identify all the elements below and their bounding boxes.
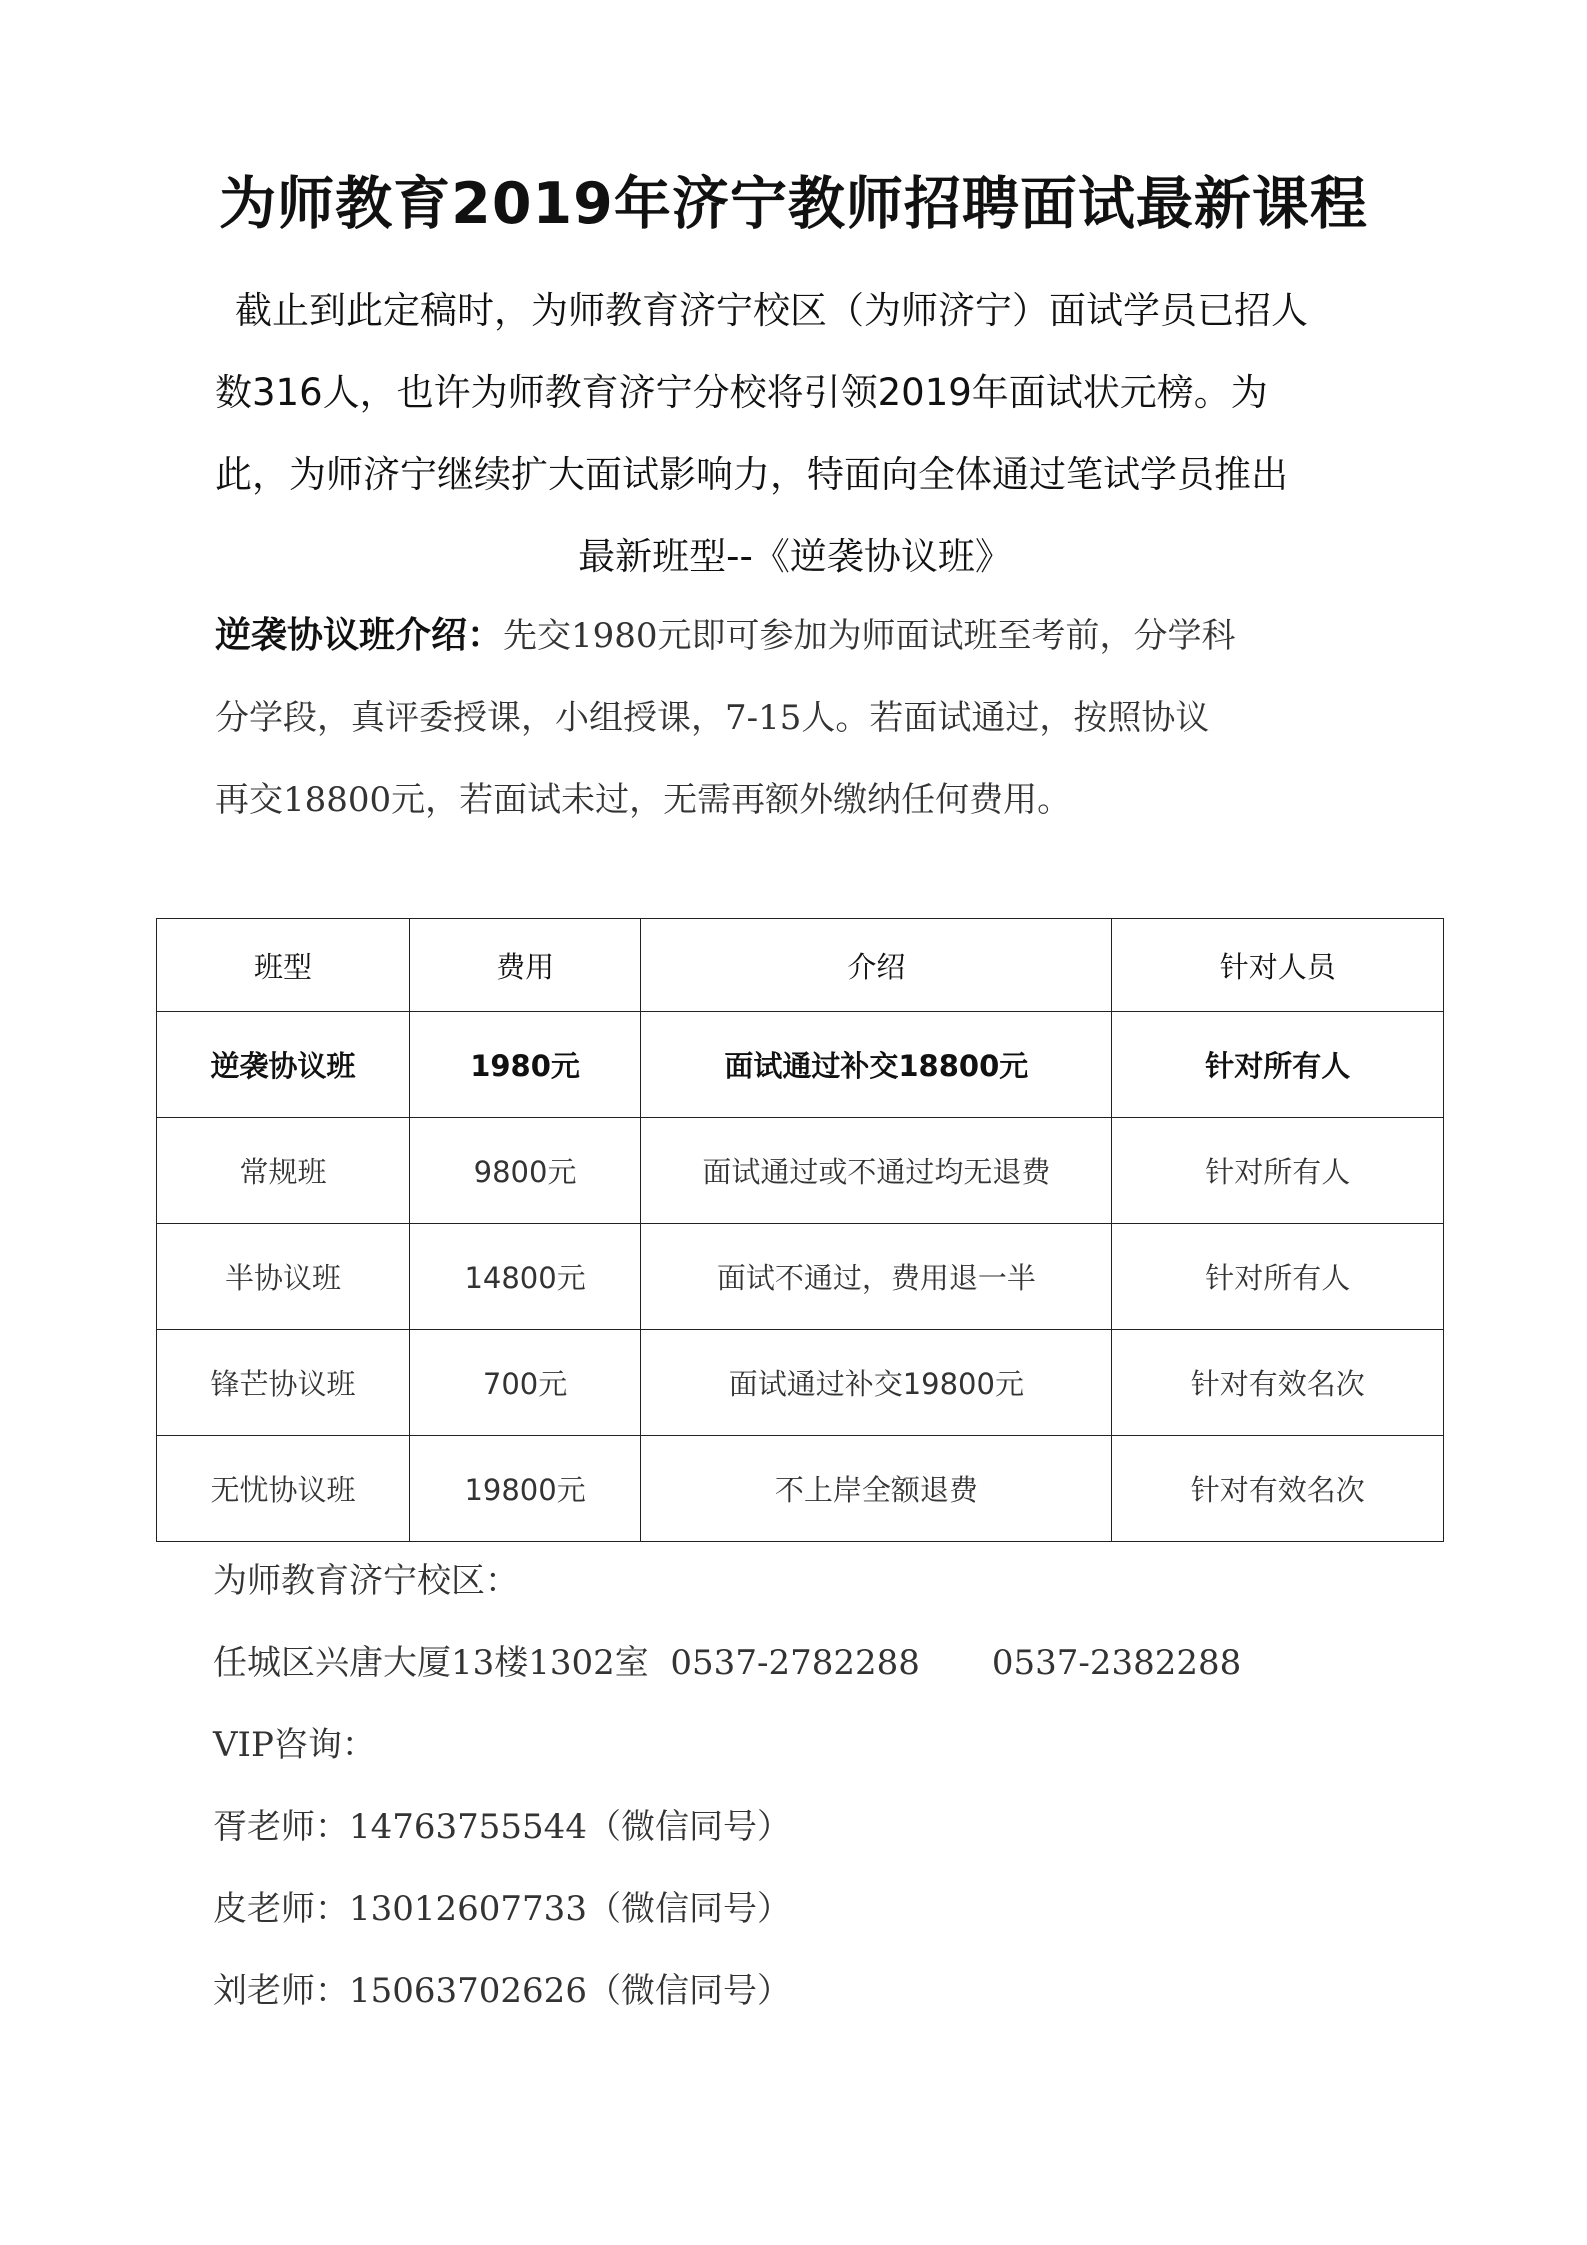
teacher-note: （微信同号） (586, 1971, 791, 2011)
intro-line: 此，为师济宁继续扩大面试影响力，特面向全体通过笔试学员推出 (215, 453, 1288, 496)
cell-fee: 700元 (409, 1330, 640, 1436)
teacher-phone: 13012607733 (349, 1889, 587, 1929)
header-type: 班型 (157, 919, 410, 1012)
phone-number: 0537-2382288 (991, 1643, 1242, 1683)
table-row (157, 1012, 1444, 1118)
teacher-contact (213, 1786, 1413, 1868)
cell-fee: 9800元 (409, 1118, 640, 1224)
plans-table (156, 918, 1444, 1542)
table-header-row (157, 919, 1444, 1012)
cell-fee: 14800元 (409, 1224, 640, 1330)
teacher-name: 刘老师： (213, 1971, 349, 2011)
intro-paragraph (215, 270, 1375, 598)
cell-type: 半协议班 (157, 1224, 410, 1330)
header-intro: 介绍 (641, 919, 1112, 1012)
contact-section (213, 1540, 1413, 2032)
intro-line: 最新班型--《逆袭协议班》 (578, 535, 1012, 578)
teacher-contact (213, 1868, 1413, 1950)
table-row (157, 1118, 1444, 1224)
course-intro-paragraph (215, 595, 1375, 841)
teacher-note: （微信同号） (586, 1807, 791, 1847)
table-row (157, 1224, 1444, 1330)
teacher-phone: 14763755544 (349, 1807, 587, 1847)
address-text: 任城区兴唐大厦13楼1302室 (213, 1643, 649, 1683)
cell-target: 针对所有人 (1112, 1118, 1444, 1224)
intro-line: 截止到此定稿时，为师教育济宁校区（为师济宁）面试学员已招人 (235, 289, 1308, 332)
cell-type: 逆袭协议班 (157, 1012, 410, 1118)
table-row (157, 1436, 1444, 1542)
teacher-name: 胥老师： (213, 1807, 349, 1847)
cell-target: 针对有效名次 (1112, 1330, 1444, 1436)
cell-fee: 1980元 (409, 1012, 640, 1118)
header-fee: 费用 (409, 919, 640, 1012)
course-intro-text: 先交1980元即可参加为师面试班至考前，分学科 (503, 616, 1236, 656)
teacher-note: （微信同号） (586, 1889, 791, 1929)
cell-fee: 19800元 (409, 1436, 640, 1542)
cell-target: 针对有效名次 (1112, 1436, 1444, 1542)
phone-number: 0537-2782288 (670, 1643, 920, 1683)
cell-type: 常规班 (157, 1118, 410, 1224)
cell-intro: 面试通过或不通过均无退费 (641, 1118, 1112, 1224)
campus-label: 为师教育济宁校区： (213, 1561, 519, 1601)
teacher-name: 皮老师： (213, 1889, 349, 1929)
vip-label: VIP咨询： (213, 1725, 376, 1765)
course-intro-line: 再交18800元，若面试未过，无需再额外缴纳任何费用。 (215, 780, 1072, 820)
cell-intro: 面试不通过，费用退一半 (641, 1224, 1112, 1330)
cell-target: 针对所有人 (1112, 1012, 1444, 1118)
cell-intro: 面试通过补交19800元 (641, 1330, 1112, 1436)
course-intro-line (215, 595, 1375, 677)
teacher-phone: 15063702626 (349, 1971, 587, 2011)
teacher-contact (213, 1950, 1413, 2032)
cell-target: 针对所有人 (1112, 1224, 1444, 1330)
course-intro-lead: 逆袭协议班介绍： (215, 615, 504, 656)
cell-type: 无忧协议班 (157, 1436, 410, 1542)
address-line (213, 1622, 1413, 1704)
cell-intro: 面试通过补交18800元 (641, 1012, 1112, 1118)
table-row (157, 1330, 1444, 1436)
intro-line: 数316人，也许为师教育济宁分校将引领2019年面试状元榜。为 (215, 371, 1268, 414)
page-title: 为师教育2019年济宁教师招聘面试最新课程 (219, 171, 1368, 237)
header-target: 针对人员 (1112, 919, 1444, 1012)
course-intro-line: 分学段，真评委授课，小组授课，7-15人。若面试通过，按照协议 (215, 698, 1210, 738)
cell-type: 锋芒协议班 (157, 1330, 410, 1436)
cell-intro: 不上岸全额退费 (641, 1436, 1112, 1542)
